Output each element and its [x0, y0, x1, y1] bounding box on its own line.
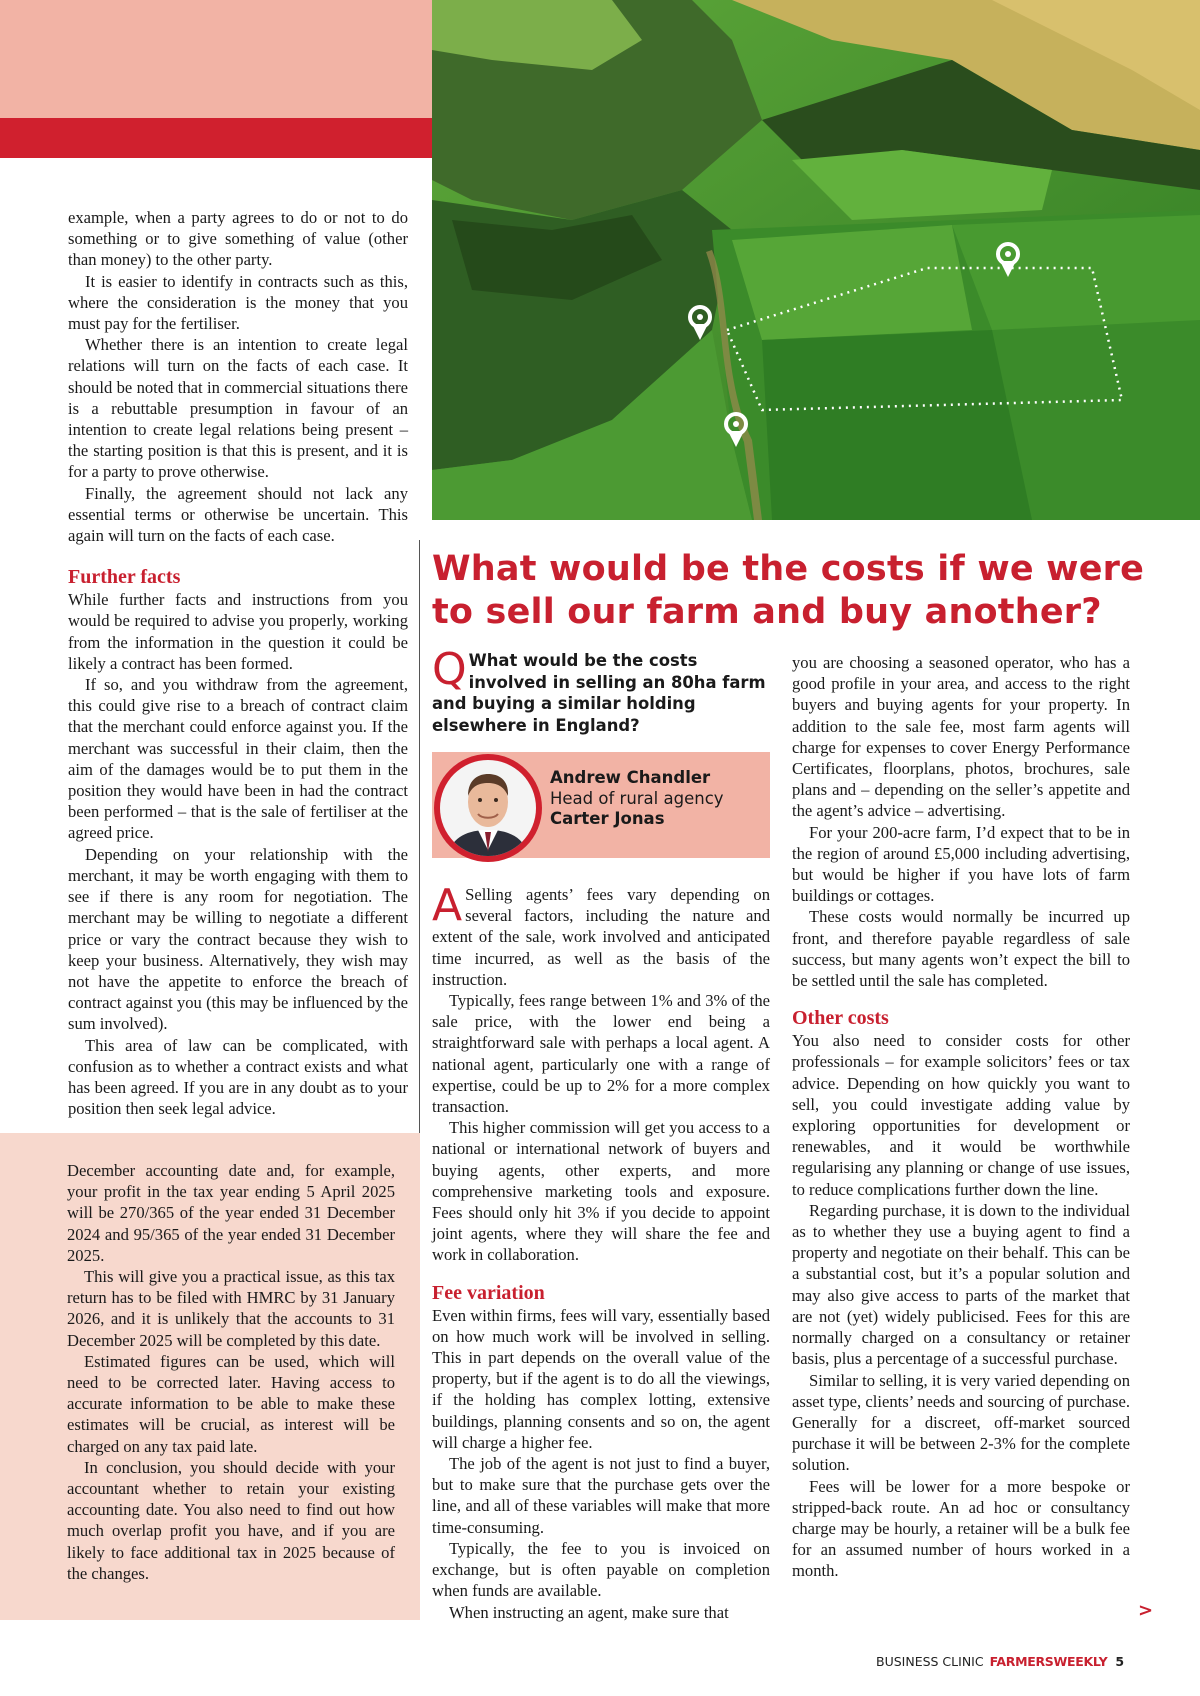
left-paragraph-3: Whether there is an intention to create legal relations will turn on the facts of each case. It should be noted that in commercial situations there is a rebuttable presumption in favour of an intention to create legal relations being present – the starting position is that this is present, and it is for a party to prove otherwise.: [68, 335, 408, 482]
expert-details: [550, 768, 770, 830]
right-paragraph-2: For your 200-acre farm, I’d expect that to be in the region of around £5,000 including advertising, but would be higher if you have lots of farm buildings or cottages.: [792, 822, 1130, 906]
tax-box-paragraph-1: December accounting date and, for example, your profit in the tax year ending 5 April 2025 will be 270/365 of the year ended 31 December 2024 and 95/365 of the year ended 31 December 2025.: [67, 1161, 395, 1265]
expert-avatar: [432, 752, 544, 864]
answer-first-text: Selling agents’ fees vary depending on several factors, including the nature and extent of the sale, work involved and anticipated time incurred, as well as the basis of the instruction.: [432, 885, 770, 989]
header-red-bar: [0, 118, 432, 158]
page-footer: [876, 1654, 1134, 1669]
further-facts-heading: Further facts: [68, 566, 181, 589]
tax-box-paragraph-3: Estimated figures can be used, which will need to be corrected later. Having access to accurate information to be able to make these estimates will be crucial, as interest will be charged on any tax paid late.: [67, 1351, 395, 1456]
reader-question: [432, 644, 772, 736]
left-column-top: [68, 207, 408, 1119]
middle-paragraph-1: Typically, fees range between 1% and 3% of the sale price, with the lower end being a straightforward sale with perhaps a local agent. A national agent, particularly one with a range of expertise, could be up to 2% for a more complex transaction.: [432, 991, 770, 1117]
article-right-column: [792, 652, 1130, 1582]
question-text: What would be the costs involved in selling an 80ha farm and buying a similar holding elsewhere in England?: [432, 651, 766, 735]
other-costs-heading: Other costs: [792, 1007, 889, 1030]
expert-company: Carter Jonas: [550, 809, 665, 828]
continue-chevron-icon: >: [1138, 1600, 1154, 1621]
fee-variation-paragraph-3: Typically, the fee to you is invoiced on exchange, but is often payable on completion when funds are available.: [432, 1538, 770, 1601]
footer-section: BUSINESS CLINIC: [876, 1654, 984, 1669]
answer-drop-letter: A: [432, 880, 463, 931]
middle-paragraph-2: This higher commission will get you access to a national or international network of buyers and buying agents, other experts, and more comprehensive marketing tools and exposure. Fees should only hit 3% if you decide to appoint joint agents, where they will share the fee and work in collaboration.: [432, 1118, 770, 1265]
left-paragraph-2: It is easier to identify in contracts such as this, where the consideration is the money that you must pay for the fertiliser.: [68, 271, 408, 334]
footer-brand-logo: FARMERSWEEKLY: [989, 1654, 1108, 1669]
page-number: 5: [1115, 1654, 1125, 1669]
header-pink-block: [0, 0, 432, 118]
expert-name: Andrew Chandler: [550, 768, 711, 787]
tax-box-paragraph-4: In conclusion, you should decide with your accountant whether to retain your existing accounting date. You also need to find out how much overlap profit you have, and if you are likely to face additional tax in 2025 because of the changes.: [67, 1457, 395, 1583]
further-facts-paragraph-2: If so, and you withdraw from the agreement, this could give rise to a breach of contract claim that the merchant could enforce against you. If the merchant was successful in their claim, then the aim of the damages would be to put them in the position they would have been in had the contract been performed – that is the sale of fertiliser at the agreed price.: [68, 675, 408, 843]
fee-variation-paragraph-1: Even within firms, fees will vary, essentially based on how much work will be involved in selling. This in part depends on the overall value of the property, but if the agent is to do all the viewings, if the holding has complex lotting, extensive buildings, planning consents and so on, the agent will charge a higher fee.: [432, 1305, 770, 1452]
question-drop-letter: Q: [432, 644, 467, 695]
fee-variation-paragraph-2: The job of the agent is not just to find a buyer, but to make sure that the purchase gets over the line, and all of these variables will make that more time-consuming.: [432, 1454, 770, 1537]
other-costs-paragraph-4: Fees will be lower for a more bespoke or stripped-back route. An ad hoc or consultancy charge may be hourly, a retainer will be a bulk fee for an assumed number of hours worked in a month.: [792, 1476, 1130, 1581]
further-facts-paragraph-3: Depending on your relationship with the merchant, it may be worth engaging with them to see if there is any room for negotiation. The merchant may be willing to negotiate a different price or vary the contract because they wish to keep your business. Alternatively, they wish may not have the appetite to enforce the breach of contract against you (this may be influenced by the sum involved).: [68, 844, 408, 1034]
other-costs-paragraph-1: You also need to consider costs for other professionals – for example solicitors’ fees or tax advice. Depending on how quickly you want to sell, you could investigate adding value by exploring opportunities for development or renewables, and it would be worthwhile regularising any planning or change of use issues, to reduce complications further down the line.: [792, 1031, 1130, 1199]
expert-role: Head of rural agency: [550, 788, 724, 808]
other-costs-paragraph-2: Regarding purchase, it is down to the individual as to whether they use a buying agent to find a property and negotiate on their behalf. This can be a substantial cost, but it’s a popular solution and may also give access to parts of the market that are not (yet) widely publicised. Fees for this are normally charged on a consultancy or retainer basis, plus a percentage of a successful purchase.: [792, 1200, 1130, 1369]
left-paragraph-1: example, when a party agrees to do or not to do something or to give something of value (other than money) to the other party.: [68, 208, 408, 270]
answer-first-paragraph: [432, 880, 770, 990]
right-paragraph-1: you are choosing a seasoned operator, who has a good profile in your area, and access to the right buyers and buying agents for your property. In addition to the sale fee, most farm agents will charge for expenses to cover Energy Performance Certificates, floorplans, photos, brochures, sale plans and – depending on the seller’s appetite and the agent’s advice – advertising.: [792, 653, 1130, 821]
tax-box-paragraph-2: This will give you a practical issue, as this tax return has to be filed with HMRC by 31 January 2026, and it is unlikely that the accounts to 31 December 2025 will be completed by this date.: [67, 1267, 395, 1350]
further-facts-paragraph-1: While further facts and instructions from you would be required to advise you properly, working from the information in the question it could be likely a contract has been formed.: [68, 590, 408, 673]
further-facts-paragraph-4: This area of law can be complicated, with confusion as to whether a contract exists and what has been agreed. If you are in any doubt as to your position then seek legal advice.: [68, 1035, 408, 1119]
tax-box-text: [67, 1160, 395, 1584]
article-headline: What would be the costs if we were to sell our farm and buy another?: [432, 549, 1145, 632]
other-costs-paragraph-3: Similar to selling, it is very varied depending on asset type, clients’ needs and sourcing of purchase. Generally for a discreet, off-market sourced purchase it will be between 2-3% for the complete solution.: [792, 1370, 1130, 1475]
aerial-farmland-photo: [432, 0, 1200, 520]
article-middle-column: [432, 880, 770, 1623]
fee-variation-heading: Fee variation: [432, 1281, 545, 1304]
right-paragraph-3: These costs would normally be incurred up front, and therefore payable regardless of sale success, but many agents won’t expect the bill to be settled until the sale has completed.: [792, 907, 1130, 991]
fee-variation-paragraph-4: When instructing an agent, make sure that: [449, 1602, 729, 1622]
left-paragraph-4: Finally, the agreement should not lack any essential terms or otherwise be uncertain. This again will turn on the facts of each case.: [68, 483, 408, 546]
